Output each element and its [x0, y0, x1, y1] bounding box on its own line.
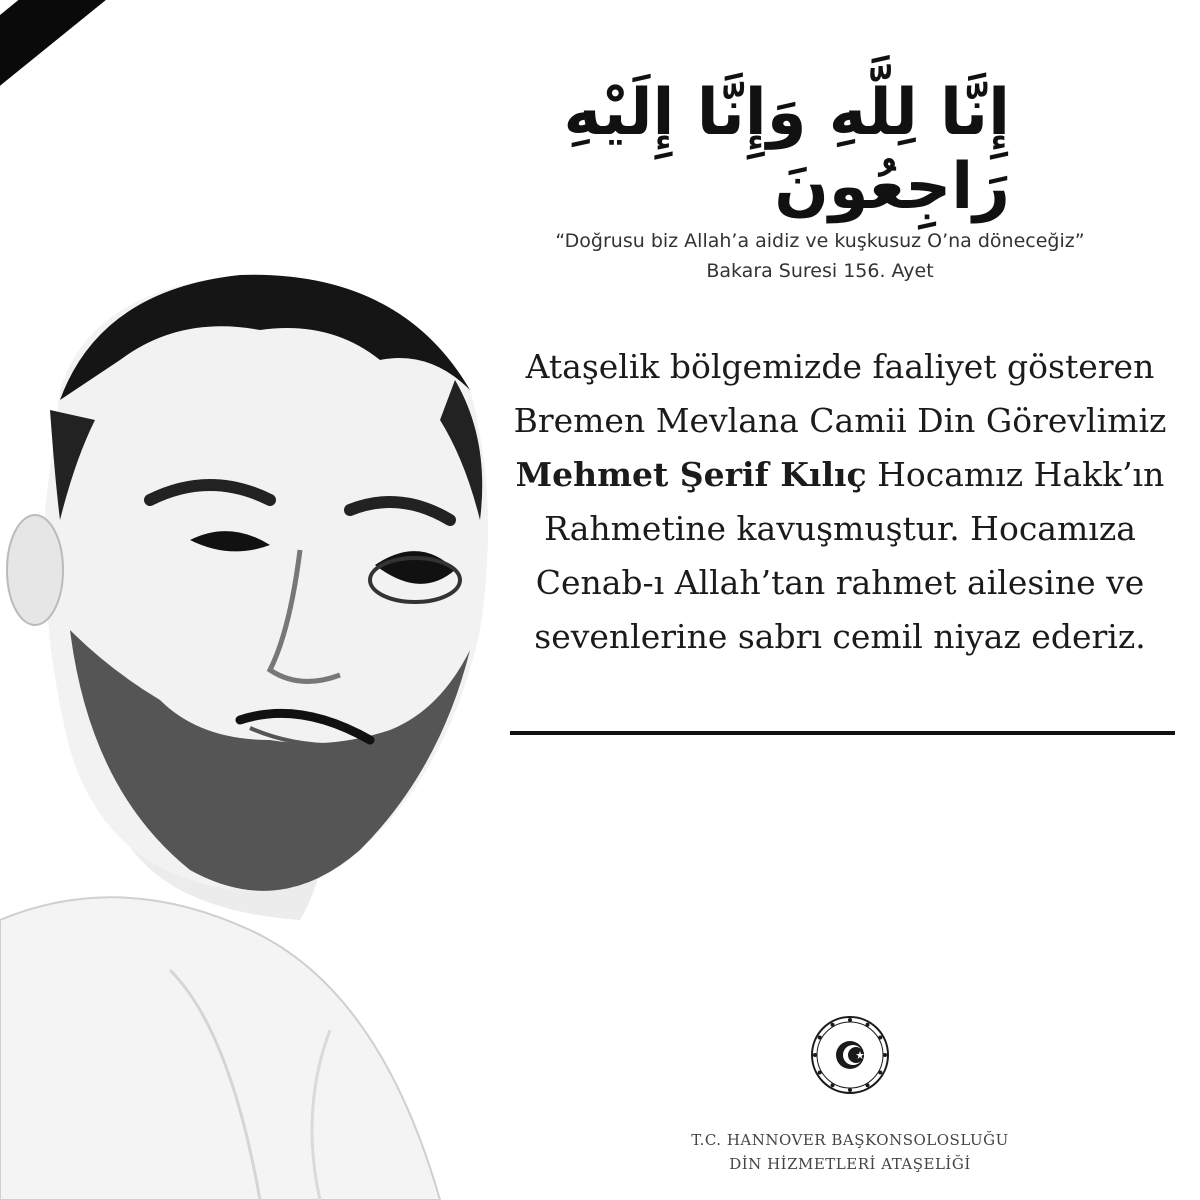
- footer-consulate: T.C. HANNOVER BAŞKONSOLOSLUĞU: [691, 1131, 1009, 1149]
- message-intro: Ataşelik bölgemizde faaliyet gösteren Bremen Mevlana Camii Din Görevlimiz: [513, 347, 1167, 440]
- deceased-name: Mehmet Şerif Kılıç: [515, 455, 867, 494]
- portrait-photo: [0, 270, 520, 1200]
- verse-translation: “Doğrusu biz Allah’a aidiz ve kuşkusuz O’na döneceğiz”: [555, 230, 1085, 252]
- mourning-ribbon: [0, 0, 441, 169]
- message-closing: Hocamız Hakk’ın Rahmetine kavuşmuştur. Hocamıza Cenab-ı Allah’tan rahmet ailesine ve sevenlerine sabrı cemil niyaz ederiz.: [534, 455, 1165, 656]
- verse-quote: [520, 226, 1120, 286]
- consulate-seal-icon: [810, 1015, 890, 1095]
- divider-line: [510, 731, 1175, 735]
- arabic-verse-text: إِنَّا لِلَّهِ وَإِنَّا إِلَيْهِ رَاجِعُونَ: [563, 76, 1010, 224]
- verse-reference: Bakara Suresi 156. Ayet: [706, 260, 934, 282]
- condolence-message: [490, 340, 1190, 664]
- footer: [640, 1128, 1060, 1176]
- footer-department: DİN HİZMETLERİ ATAŞELİĞİ: [729, 1155, 971, 1173]
- arabic-verse: [560, 76, 1010, 224]
